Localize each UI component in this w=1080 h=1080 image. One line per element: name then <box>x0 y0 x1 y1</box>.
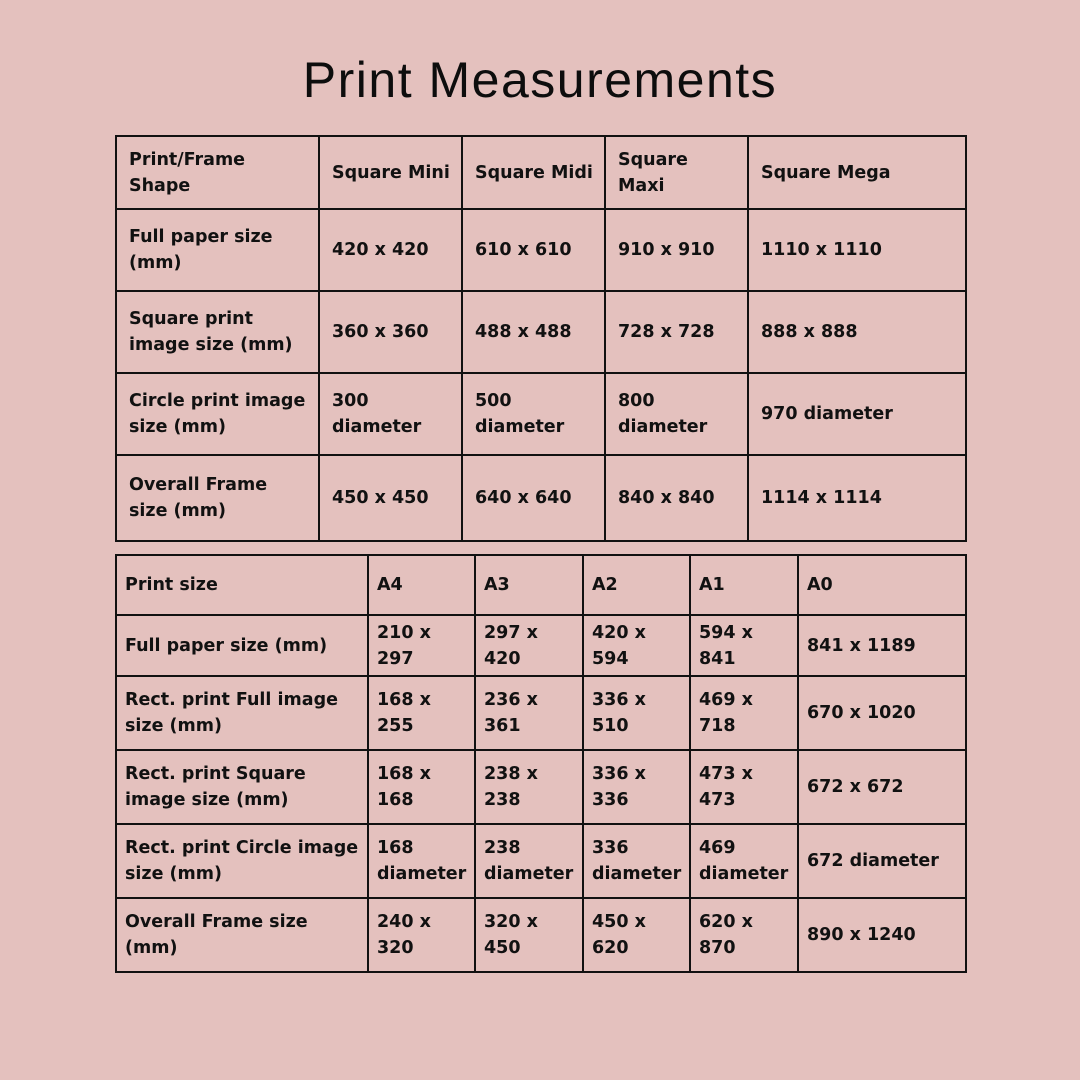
table-cell: 1114 x 1114 <box>748 455 966 541</box>
row-label-cell: Overall Frame size (mm) <box>116 455 319 541</box>
table-cell: 841 x 1189 <box>798 615 966 676</box>
table-cell: 840 x 840 <box>605 455 748 541</box>
row-label-cell: Full paper size (mm) <box>116 615 368 676</box>
table-cell: 469 x 718 <box>690 676 798 750</box>
table-row <box>116 455 966 541</box>
table-cell: 594 x 841 <box>690 615 798 676</box>
table-cell: 610 x 610 <box>462 209 605 291</box>
table-cell: 168 x 255 <box>368 676 475 750</box>
table-cell: 336 diameter <box>583 824 690 898</box>
table-cell: 336 x 336 <box>583 750 690 824</box>
table-cell: 500 diameter <box>462 373 605 455</box>
row-label-cell: Circle print image size (mm) <box>116 373 319 455</box>
header-cell: A1 <box>690 555 798 615</box>
row-label-cell: Rect. print Square image size (mm) <box>116 750 368 824</box>
table-header-row <box>116 555 966 615</box>
table-cell: 728 x 728 <box>605 291 748 373</box>
table-cell: 168 diameter <box>368 824 475 898</box>
table-cell: 450 x 620 <box>583 898 690 972</box>
a-series-sizes-table <box>115 554 967 973</box>
table-cell: 1110 x 1110 <box>748 209 966 291</box>
table-cell: 320 x 450 <box>475 898 583 972</box>
table-cell: 890 x 1240 <box>798 898 966 972</box>
table-row <box>116 676 966 750</box>
table-cell: 800 diameter <box>605 373 748 455</box>
row-label-cell: Rect. print Full image size (mm) <box>116 676 368 750</box>
table-cell: 488 x 488 <box>462 291 605 373</box>
table-header-row <box>116 136 966 209</box>
table-cell: 238 diameter <box>475 824 583 898</box>
table-cell: 420 x 594 <box>583 615 690 676</box>
header-cell: Square Maxi <box>605 136 748 209</box>
table-cell: 469 diameter <box>690 824 798 898</box>
table-row <box>116 209 966 291</box>
table-cell: 620 x 870 <box>690 898 798 972</box>
table-cell: 236 x 361 <box>475 676 583 750</box>
table-row <box>116 824 966 898</box>
table-row <box>116 750 966 824</box>
table-cell: 672 diameter <box>798 824 966 898</box>
header-cell: Print size <box>116 555 368 615</box>
table-cell: 450 x 450 <box>319 455 462 541</box>
header-cell: A2 <box>583 555 690 615</box>
table-cell: 168 x 168 <box>368 750 475 824</box>
row-label-cell: Rect. print Circle image size (mm) <box>116 824 368 898</box>
page-title: Print Measurements <box>302 52 778 108</box>
table-cell: 300 diameter <box>319 373 462 455</box>
table-cell: 670 x 1020 <box>798 676 966 750</box>
table-row <box>116 898 966 972</box>
table-row <box>116 615 966 676</box>
table-cell: 672 x 672 <box>798 750 966 824</box>
table-row <box>116 291 966 373</box>
row-label-cell: Overall Frame size (mm) <box>116 898 368 972</box>
row-label-cell: Full paper size (mm) <box>116 209 319 291</box>
table-cell: 238 x 238 <box>475 750 583 824</box>
table-cell: 240 x 320 <box>368 898 475 972</box>
table-cell: 210 x 297 <box>368 615 475 676</box>
table-cell: 420 x 420 <box>319 209 462 291</box>
table-row <box>116 373 966 455</box>
header-cell: A4 <box>368 555 475 615</box>
header-cell: A0 <box>798 555 966 615</box>
header-cell: Print/Frame Shape <box>116 136 319 209</box>
table-cell: 910 x 910 <box>605 209 748 291</box>
header-cell: Square Mega <box>748 136 966 209</box>
header-cell: Square Mini <box>319 136 462 209</box>
table-cell: 640 x 640 <box>462 455 605 541</box>
row-label-cell: Square print image size (mm) <box>116 291 319 373</box>
table-cell: 336 x 510 <box>583 676 690 750</box>
square-sizes-table <box>115 135 967 542</box>
table-cell: 297 x 420 <box>475 615 583 676</box>
table-cell: 360 x 360 <box>319 291 462 373</box>
table-cell: 970 diameter <box>748 373 966 455</box>
header-cell: A3 <box>475 555 583 615</box>
header-cell: Square Midi <box>462 136 605 209</box>
table-cell: 888 x 888 <box>748 291 966 373</box>
table-cell: 473 x 473 <box>690 750 798 824</box>
